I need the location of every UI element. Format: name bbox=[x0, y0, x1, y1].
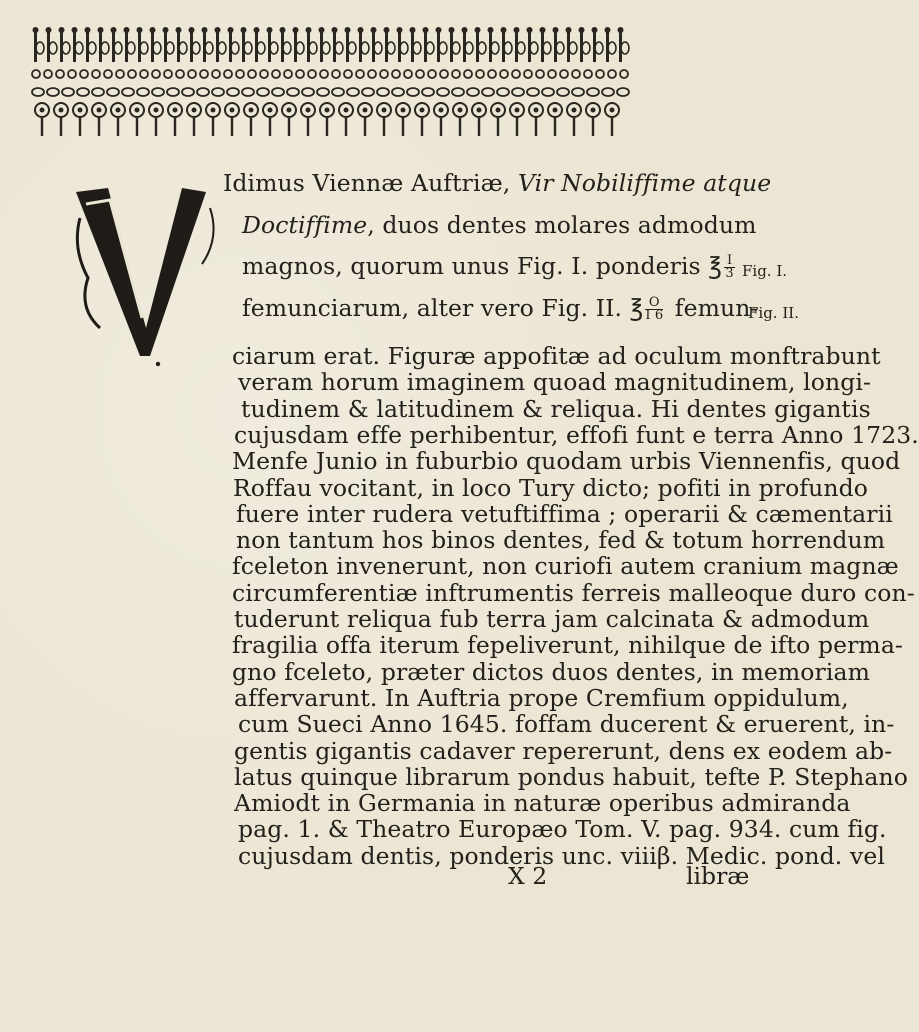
body-line: veram horum imaginem quoad magnitudinem, longi- bbox=[238, 368, 871, 397]
body-line: cujusdam effe perhibentur, effofi funt e terra Anno 1723. bbox=[234, 420, 919, 449]
body-line: fragilia offa iterum fepeliverunt, nihilque de ifto perma- bbox=[232, 631, 903, 660]
body-line: cujusdam dentis, ponderis unc. viiiβ. Medic. pond. vel bbox=[238, 841, 885, 870]
signature-mark: X 2 bbox=[508, 862, 548, 890]
body-line: fuere inter rudera vetuftiffima ; operarii & cæmentarii bbox=[236, 499, 893, 528]
intro-line-3: magnos, quorum unus Fig. I. ponderis ℥ $\frac{I}{3}$ bbox=[242, 252, 734, 281]
intro-line-2: Doctiffime, duos dentes molares admodum bbox=[242, 211, 757, 239]
ounce-symbol: ℥ bbox=[708, 252, 722, 280]
body-line: cum Sueci Anno 1645. foffam ducerent & eruerent, in- bbox=[238, 710, 895, 739]
body-line: pag. 1. & Theatro Europæo Tom. V. pag. 934. cum fig. bbox=[238, 815, 887, 844]
weight-fraction: $\frac{O}{I 6}$ bbox=[645, 295, 664, 323]
ornament-header-band bbox=[28, 14, 628, 144]
catchword: libræ bbox=[686, 862, 750, 890]
body-line: Menfe Junio in fuburbio quodam urbis Viennenfis, quod bbox=[232, 447, 901, 476]
body-line: ciarum erat. Figuræ appofitæ ad oculum monftrabunt bbox=[232, 342, 881, 370]
weight-fraction: $\frac{I}{3}$ bbox=[725, 253, 734, 281]
intro-line-4: femunciarum, alter vero Fig. II. ℥ $\frac{O}{I 6}$ femun- bbox=[242, 294, 759, 323]
body-line: non tantum hos binos dentes, fed & totum horrendum bbox=[236, 526, 886, 555]
intro-line-1: Idimus Viennæ Auftriæ, Vir Nobiliffime atque bbox=[223, 169, 772, 197]
body-line: affervarunt. In Auftria prope Cremfium oppidulum, bbox=[234, 683, 849, 712]
body-line: Roffau vocitant, in loco Tury dicto; pofiti in profundo bbox=[233, 473, 869, 502]
body-line: fceleton invenerunt, non curiofi autem cranium magnæ bbox=[232, 552, 899, 581]
margin-note-fig-2: Fig. II. bbox=[748, 304, 799, 322]
body-line: tudinem & latitudinem & reliqua. Hi dentes gigantis bbox=[241, 394, 871, 423]
body-line: latus quinque librarum pondus habuit, tefte P. Stephano bbox=[234, 762, 908, 791]
margin-note-fig-1: Fig. I. bbox=[742, 262, 788, 280]
body-line: Amiodt in Germania in naturæ operibus admiranda bbox=[234, 789, 851, 818]
body-line: circumferentiæ inftrumentis ferreis malleoque duro con- bbox=[232, 578, 915, 607]
ounce-symbol: ℥ bbox=[629, 294, 644, 322]
decorated-initial-v bbox=[70, 178, 220, 368]
body-line: tuderunt reliqua fub terra jam calcinata & admodum bbox=[234, 605, 870, 633]
body-line: gentis gigantis cadaver repererunt, dens ex eodem ab- bbox=[234, 736, 893, 765]
body-line: gno fceleto, præter dictos duos dentes, in memoriam bbox=[232, 657, 870, 686]
